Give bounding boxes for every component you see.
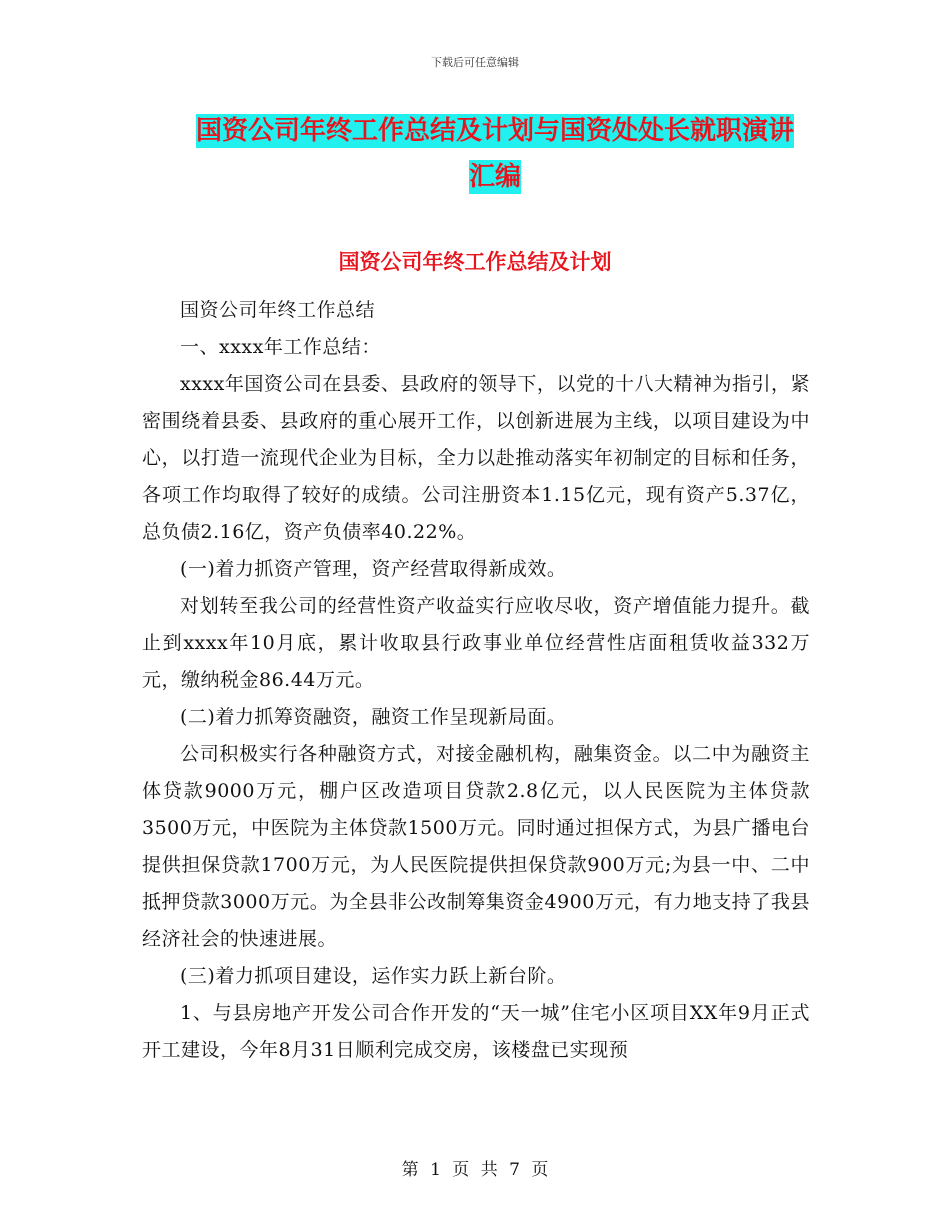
document-title <box>130 108 860 200</box>
paragraph-heading-project: (三)着力抓项目建设，运作实力跃上新台阶。 <box>180 965 567 987</box>
paragraph-asset: 对划转至我公司的经营性资产收益实行应收尽收，资产增值能力提升。截止到xxxx年10月底，累计收取县行政事业单位经营性店面租赁收益332万元，缴纳税金86.44万元。 <box>142 595 810 691</box>
paragraph-subtitle: 国资公司年终工作总结 <box>180 299 376 321</box>
paragraph-intro: xxxx年国资公司在县委、县政府的领导下，以党的十八大精神为指引，紧密围绕着县委、县政府的重心展开工作，以创新进展为主线，以项目建设为中心，以打造一流现代企业为目标，全力以赴推动落实年初制定的目标和任务，各项工作均取得了较好的成绩。公司注册资本1.15亿元，现有资产5.37亿，总负债2.16亿，资产负债率40.22%。 <box>142 373 810 543</box>
paragraph-heading-finance: (二)着力抓筹资融资，融资工作呈现新局面。 <box>180 706 567 728</box>
paragraph-project: 1、与县房地产开发公司合作开发的“天一城”住宅小区项目XX年9月正式开工建设，今年8月31日顺利完成交房，该楼盘已实现预 <box>142 1002 810 1061</box>
paragraph-heading-1: 一、xxxx年工作总结： <box>180 336 381 358</box>
page-number-footer: 第 1 页 共 7 页 <box>401 1160 549 1180</box>
document-body <box>142 292 810 1069</box>
paragraph-finance: 公司积极实行各种融资方式，对接金融机构，融集资金。以二中为融资主体贷款9000万元，棚户区改造项目贷款2.8亿元，以人民医院为主体贷款3500万元，中医院为主体贷款1500万元。同时通过担保方式，为县广播电台提供担保贷款1700万元，为人民医院提供担保贷款900万元;为县一中、二中抵押贷款3000万元。为全县非公改制筹集资金4900万元，有力地支持了我县经济社会的快速进展。 <box>142 743 810 950</box>
section-title: 国资公司年终工作总结及计划 <box>338 250 612 274</box>
document-title-line-1: 国资公司年终工作总结及计划与国资处处长就职演讲 <box>195 116 794 146</box>
paragraph-heading-asset: (一)着力抓资产管理，资产经营取得新成效。 <box>180 558 567 580</box>
header-note: 下载后可任意编辑 <box>431 56 519 69</box>
document-title-line-2: 汇编 <box>468 162 521 192</box>
